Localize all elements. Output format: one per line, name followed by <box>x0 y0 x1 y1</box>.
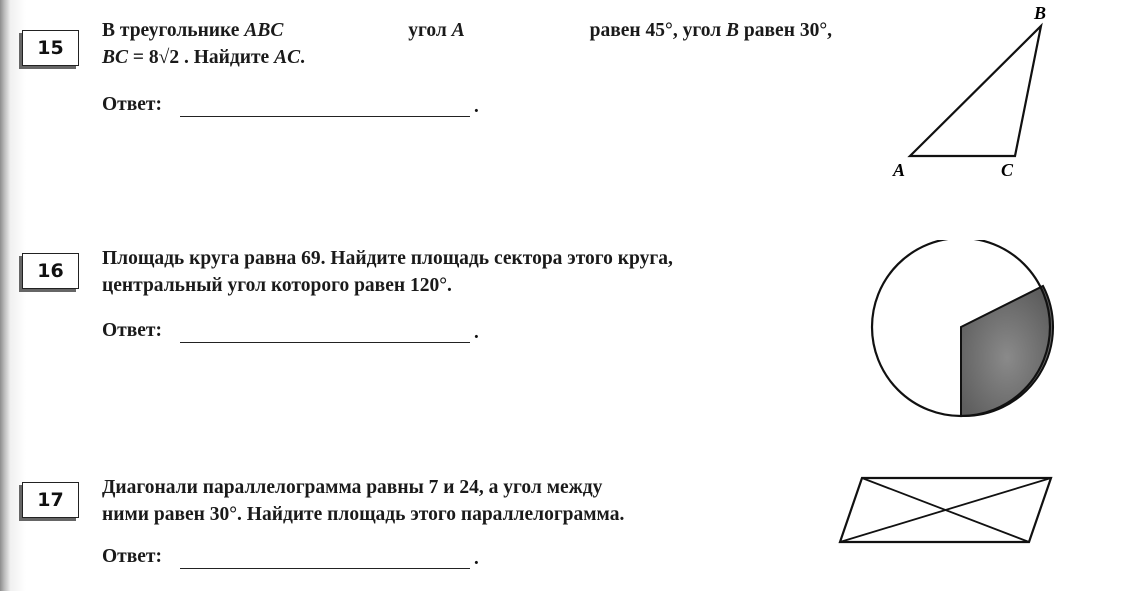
problem-text: В треугольнике ABC <box>102 20 284 41</box>
diagonal-2 <box>840 478 1051 542</box>
problem-line-2: ними равен 30°. Найдите площадь этого параллелограмма. <box>102 504 625 525</box>
problem-line-1 <box>102 17 832 44</box>
problem-line-1: Площадь круга равна 69. Найдите площадь сектора этого круга, <box>102 248 673 269</box>
page-binding-shadow <box>0 0 10 591</box>
problem-number-badge: 17 <box>22 482 79 518</box>
answer-line <box>180 568 470 569</box>
problem-statement <box>102 474 770 528</box>
answer-period: . <box>474 322 479 343</box>
shaded-sector <box>961 286 1053 416</box>
problem-statement <box>102 17 832 71</box>
parallelogram-figure <box>835 470 1060 550</box>
problem-text: равен 45°, угол B равен 30°, <box>589 20 832 41</box>
problem-number-badge: 16 <box>22 253 79 289</box>
vertex-label-a: A <box>893 160 906 180</box>
problem-line-2: BC = 8√2 . Найдите AC. <box>102 47 305 68</box>
problem-line-2: центральный угол которого равен 120°. <box>102 275 452 296</box>
vertex-label-c: C <box>1001 160 1014 180</box>
problem-number-badge: 15 <box>22 30 79 66</box>
circle-sector-figure <box>860 240 1065 430</box>
triangle-abc <box>910 26 1041 156</box>
answer-label: Ответ: <box>102 546 163 567</box>
answer-label: Ответ: <box>102 94 163 115</box>
triangle-figure <box>880 0 1060 185</box>
problem-text: угол A <box>408 20 465 41</box>
answer-line <box>180 116 470 117</box>
vertex-label-b: B <box>1034 3 1047 23</box>
answer-label: Ответ: <box>102 320 163 341</box>
answer-line <box>180 342 470 343</box>
problem-line-1: Диагонали параллелограмма равны 7 и 24, а угол между <box>102 477 603 498</box>
answer-period: . <box>474 96 479 117</box>
answer-period: . <box>474 548 479 569</box>
problem-statement <box>102 245 832 299</box>
